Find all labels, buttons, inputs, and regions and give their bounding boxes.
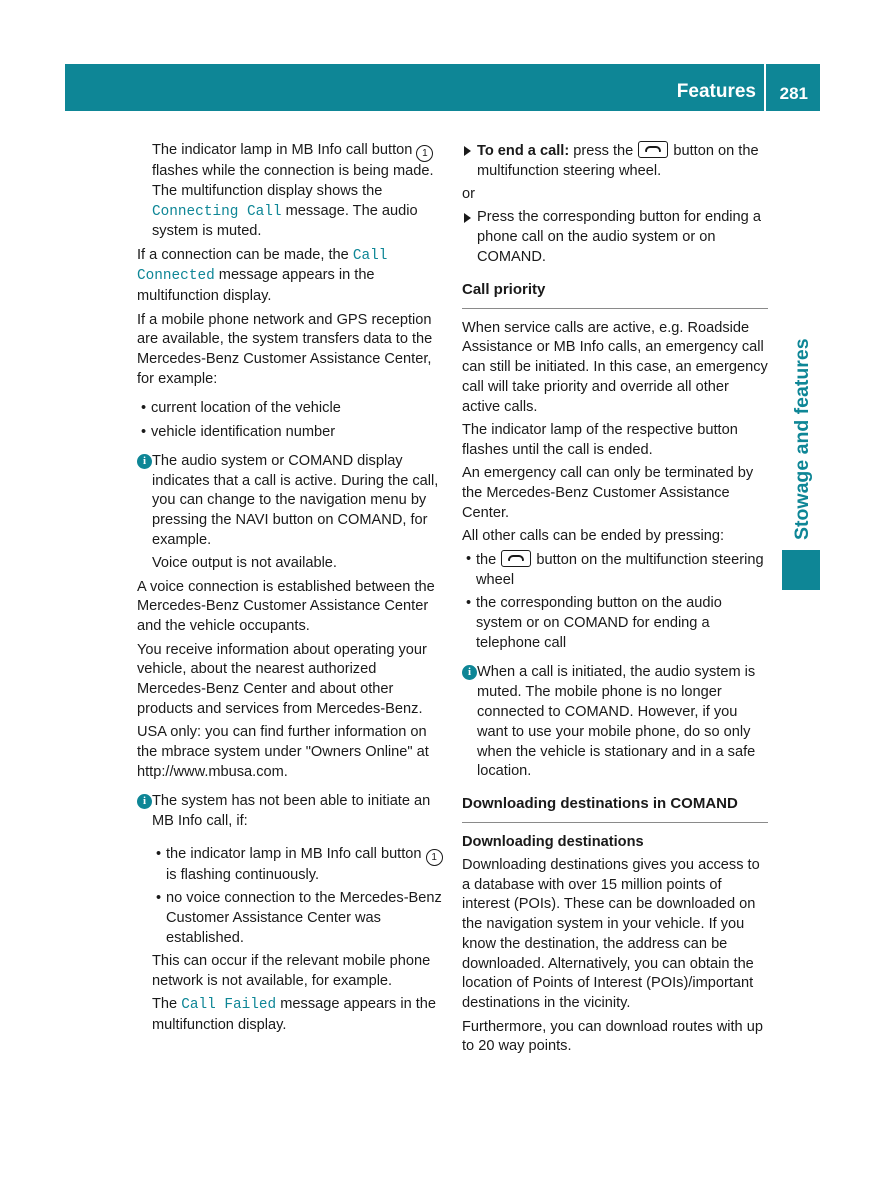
- info-note: i When a call is initiated, the audio system is muted. The mobile phone is no longer connected to COMAND. However, if you want to use your mobile phone, do so only when the vehicle is stationary and in a safe location.: [462, 663, 768, 782]
- paragraph: The Call Failed message appears in the multifunction display.: [152, 995, 437, 1033]
- info-icon: i: [462, 665, 477, 680]
- paragraph: An emergency call can only be terminated by the Mercedes-Benz Customer Assistance Center.: [462, 465, 754, 521]
- button-1-marker-icon: 1: [426, 849, 443, 866]
- end-call-button-icon: [638, 141, 668, 158]
- paragraph: The indicator lamp in MB Info call button 1 flashes while the connection is being made. The multifunction display shows the Connecting Call message. The audio system is muted.: [152, 142, 434, 240]
- list-item: • the corresponding button on the audio system or on COMAND for ending a telephone call: [466, 594, 768, 653]
- list-item: • vehicle identification number: [141, 423, 445, 443]
- section-title: Features: [676, 81, 756, 102]
- page-number: 281: [779, 84, 808, 103]
- left-column: [137, 141, 445, 1039]
- paragraph: The indicator lamp of the respective button flashes until the call is ended.: [462, 422, 738, 458]
- display-message: Call Connected: [137, 247, 388, 285]
- list-item: • the indicator lamp in MB Info call button 1 is flashing continuously.: [156, 845, 445, 886]
- display-message: Connecting Call: [152, 203, 282, 220]
- display-message: Call Failed: [181, 996, 277, 1013]
- paragraph: Downloading destinations gives you access to a database with over 15 million points of interest (POIs). These can be downloaded on the navigation system in your vehicle. If you know the destination, the address can be downloaded. Alternatively, you can obtain the location of Points of Interest (POIs)/important destinations in the vicinity.: [462, 856, 760, 1012]
- paragraph: Furthermore, you can download routes with up to 20 way points.: [462, 1018, 763, 1055]
- instruction-step: To end a call: press the button on the multifunction steering wheel.: [462, 141, 768, 182]
- info-note: i The system has not been able to initiate an MB Info call, if:: [137, 792, 445, 841]
- sub-heading: Downloading destinations: [462, 833, 644, 850]
- info-icon: i: [137, 454, 152, 469]
- info-icon: i: [137, 794, 152, 809]
- list-item: • the button on the multifunction steering wheel: [466, 550, 768, 591]
- paragraph: If a mobile phone network and GPS reception are available, the system transfers data to the Mercedes-Benz Customer Assistance Center, for example:: [137, 311, 433, 387]
- header-divider: [764, 64, 766, 111]
- section-heading: Call priority: [462, 280, 768, 309]
- or-text: or: [462, 186, 475, 203]
- section-heading: Downloading destinations in COMAND: [462, 794, 768, 823]
- list-item: • no voice connection to the Mercedes-Benz Customer Assistance Center was established.: [156, 889, 445, 948]
- end-call-button-icon: [501, 550, 531, 567]
- button-1-marker-icon: 1: [416, 145, 433, 162]
- header-bar: [65, 64, 820, 111]
- paragraph: If a connection can be made, the Call Connected message appears in the multifunction display.: [137, 246, 388, 305]
- paragraph: This can occur if the relevant mobile phone network is not available, for example.: [152, 952, 431, 989]
- chapter-tab-marker: [782, 550, 820, 590]
- info-note: i The audio system or COMAND display indicates that a call is active. During the call, you can change to the navigation menu by pressing the NAVI button on COMAND, for example. Voice output is not available.: [137, 452, 445, 574]
- instruction-step: Press the corresponding button for ending a phone call on the audio system or on COMAND.: [462, 208, 768, 267]
- paragraph: A voice connection is established between the Mercedes-Benz Customer Assistance Center and the vehicle occupants.: [137, 578, 435, 635]
- chapter-tab-label: Stowage and features: [791, 338, 813, 540]
- list-item: • current location of the vehicle: [141, 399, 445, 419]
- paragraph: USA only: you can find further information on the mbrace system under "Owners Online" at http://www.mbusa.com.: [137, 724, 429, 780]
- paragraph: All other calls can be ended by pressing:: [462, 528, 725, 545]
- paragraph: You receive information about operating your vehicle, about the nearest authorized Mercedes-Benz Center and about other products and services from Mercedes-Benz.: [137, 641, 427, 717]
- right-column: [462, 141, 768, 1061]
- paragraph: When service calls are active, e.g. Roadside Assistance or MB Info calls, an emergency call can still be initiated. In this case, an emergency call will take priority and override all other active calls.: [462, 319, 768, 415]
